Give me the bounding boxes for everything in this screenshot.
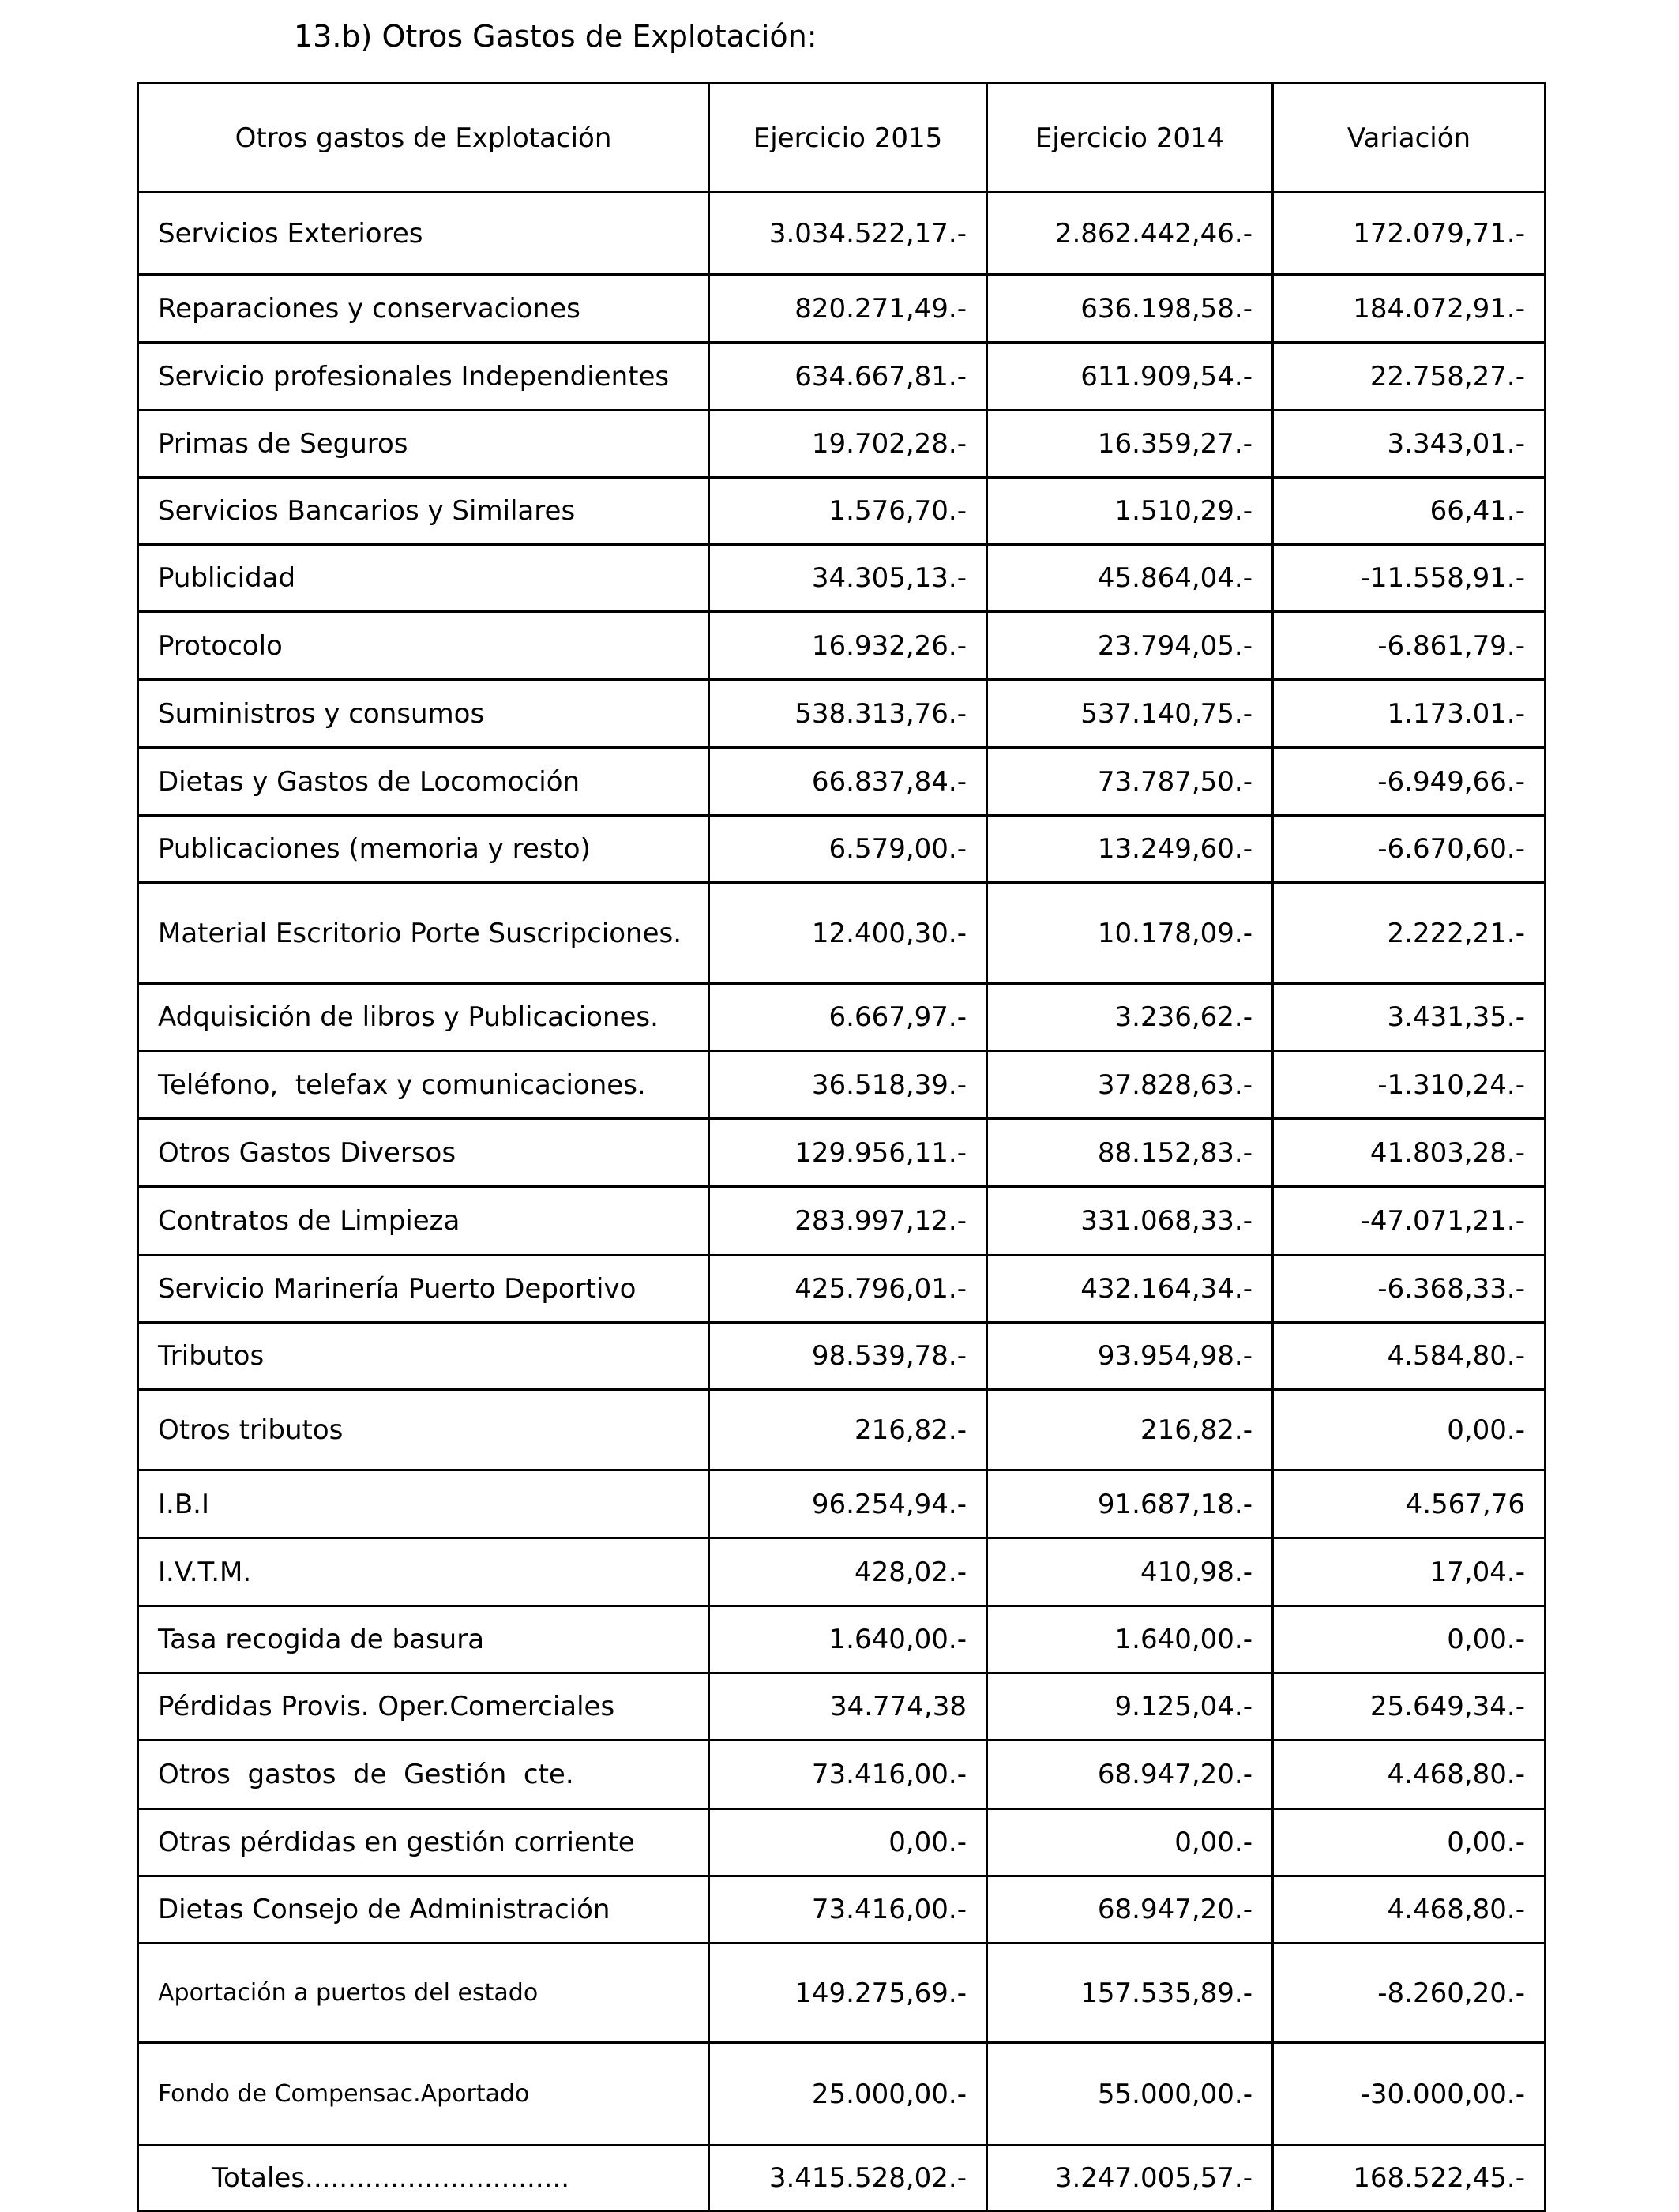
- table-header-row: [138, 84, 1546, 193]
- table-row: [138, 680, 1546, 748]
- row-value-2015: 96.254,94.-: [709, 1470, 987, 1538]
- row-concept: Otros Gastos Diversos: [138, 1119, 709, 1187]
- table-row: [138, 1606, 1546, 1673]
- table-row: [138, 1187, 1546, 1256]
- row-concept: Servicios Bancarios y Similares: [138, 478, 709, 545]
- total-variation: 168.522,45.-: [1273, 2146, 1546, 2211]
- row-variation: 3.343,01.-: [1273, 411, 1546, 478]
- row-value-2015: 0,00.-: [709, 1809, 987, 1876]
- row-value-2014: 37.828,63.-: [987, 1051, 1273, 1119]
- row-value-2015: 820.271,49.-: [709, 275, 987, 343]
- row-value-2015: 634.667,81.-: [709, 343, 987, 411]
- row-concept: Publicidad: [138, 545, 709, 612]
- row-variation: -47.071,21.-: [1273, 1187, 1546, 1256]
- row-concept: Protocolo: [138, 612, 709, 680]
- table-row: [138, 1119, 1546, 1187]
- row-value-2014: 1.510,29.-: [987, 478, 1273, 545]
- row-variation: -8.260,20.-: [1273, 1943, 1546, 2043]
- row-concept: Contratos de Limpieza: [138, 1187, 709, 1256]
- row-variation: 2.222,21.-: [1273, 883, 1546, 984]
- table-row: [138, 343, 1546, 411]
- table-row: [138, 612, 1546, 680]
- totals-row: [138, 2146, 1546, 2211]
- row-variation: 4.567,76: [1273, 1470, 1546, 1538]
- row-variation: -6.670,60.-: [1273, 816, 1546, 883]
- row-variation: -6.949,66.-: [1273, 748, 1546, 816]
- totals-label: Totales...............................: [138, 2146, 709, 2211]
- row-value-2015: 425.796,01.-: [709, 1256, 987, 1323]
- row-variation: -6.861,79.-: [1273, 612, 1546, 680]
- row-concept: Otras pérdidas en gestión corriente: [138, 1809, 709, 1876]
- table-row: [138, 1741, 1546, 1809]
- row-concept: Adquisición de libros y Publicaciones.: [138, 984, 709, 1051]
- row-concept: Fondo de Compensac.Aportado: [138, 2043, 709, 2146]
- row-value-2014: 537.140,75.-: [987, 680, 1273, 748]
- row-variation: 0,00.-: [1273, 1606, 1546, 1673]
- row-value-2014: 9.125,04.-: [987, 1673, 1273, 1741]
- row-concept: Aportación a puertos del estado: [138, 1943, 709, 2043]
- row-value-2015: 3.034.522,17.-: [709, 193, 987, 275]
- column-header-2014: Ejercicio 2014: [987, 84, 1273, 193]
- row-concept: Teléfono, telefax y comunicaciones.: [138, 1051, 709, 1119]
- row-value-2015: 16.932,26.-: [709, 612, 987, 680]
- row-value-2015: 34.305,13.-: [709, 545, 987, 612]
- column-header-variation: Variación: [1273, 84, 1546, 193]
- row-value-2015: 25.000,00.-: [709, 2043, 987, 2146]
- row-variation: -1.310,24.-: [1273, 1051, 1546, 1119]
- row-value-2014: 216,82.-: [987, 1390, 1273, 1470]
- table-row: [138, 275, 1546, 343]
- row-variation: 66,41.-: [1273, 478, 1546, 545]
- row-value-2014: 68.947,20.-: [987, 1876, 1273, 1943]
- row-value-2015: 34.774,38: [709, 1673, 987, 1741]
- row-concept: Publicaciones (memoria y resto): [138, 816, 709, 883]
- row-value-2015: 283.997,12.-: [709, 1187, 987, 1256]
- total-2014: 3.247.005,57.-: [987, 2146, 1273, 2211]
- row-concept: Otros tributos: [138, 1390, 709, 1470]
- row-value-2015: 1.640,00.-: [709, 1606, 987, 1673]
- section-heading: 13.b) Otros Gastos de Explotación:: [294, 19, 817, 54]
- row-variation: 0,00.-: [1273, 1390, 1546, 1470]
- row-value-2015: 1.576,70.-: [709, 478, 987, 545]
- table-row: [138, 1673, 1546, 1741]
- row-value-2015: 73.416,00.-: [709, 1876, 987, 1943]
- row-value-2015: 216,82.-: [709, 1390, 987, 1470]
- row-variation: 17,04.-: [1273, 1538, 1546, 1606]
- row-concept: Tributos: [138, 1323, 709, 1390]
- row-variation: 4.584,80.-: [1273, 1323, 1546, 1390]
- table-row: [138, 2043, 1546, 2146]
- row-value-2014: 10.178,09.-: [987, 883, 1273, 984]
- row-variation: 172.079,71.-: [1273, 193, 1546, 275]
- row-variation: 1.173.01.-: [1273, 680, 1546, 748]
- total-2015: 3.415.528,02.-: [709, 2146, 987, 2211]
- table-row: [138, 1470, 1546, 1538]
- table-row: [138, 411, 1546, 478]
- row-variation: 0,00.-: [1273, 1809, 1546, 1876]
- row-concept: Suministros y consumos: [138, 680, 709, 748]
- row-concept: Material Escritorio Porte Suscripciones.: [138, 883, 709, 984]
- row-value-2015: 73.416,00.-: [709, 1741, 987, 1809]
- row-value-2015: 129.956,11.-: [709, 1119, 987, 1187]
- row-variation: -30.000,00.-: [1273, 2043, 1546, 2146]
- row-value-2014: 0,00.-: [987, 1809, 1273, 1876]
- row-concept: Otros gastos de Gestión cte.: [138, 1741, 709, 1809]
- row-value-2014: 636.198,58.-: [987, 275, 1273, 343]
- row-concept: Pérdidas Provis. Oper.Comerciales: [138, 1673, 709, 1741]
- row-value-2014: 45.864,04.-: [987, 545, 1273, 612]
- row-value-2014: 68.947,20.-: [987, 1741, 1273, 1809]
- row-variation: 22.758,27.-: [1273, 343, 1546, 411]
- row-variation: 184.072,91.-: [1273, 275, 1546, 343]
- row-value-2014: 410,98.-: [987, 1538, 1273, 1606]
- table-row: [138, 1390, 1546, 1470]
- table-row: [138, 1943, 1546, 2043]
- row-variation: 25.649,34.-: [1273, 1673, 1546, 1741]
- row-value-2014: 55.000,00.-: [987, 2043, 1273, 2146]
- row-value-2014: 88.152,83.-: [987, 1119, 1273, 1187]
- table-row: [138, 748, 1546, 816]
- table-row: [138, 1256, 1546, 1323]
- row-value-2015: 149.275,69.-: [709, 1943, 987, 2043]
- row-variation: 4.468,80.-: [1273, 1741, 1546, 1809]
- row-value-2014: 23.794,05.-: [987, 612, 1273, 680]
- table-row: [138, 1538, 1546, 1606]
- table-row: [138, 1051, 1546, 1119]
- row-value-2014: 331.068,33.-: [987, 1187, 1273, 1256]
- row-value-2015: 428,02.-: [709, 1538, 987, 1606]
- table-row: [138, 478, 1546, 545]
- row-concept: I.V.T.M.: [138, 1538, 709, 1606]
- row-variation: 41.803,28.-: [1273, 1119, 1546, 1187]
- row-variation: -11.558,91.-: [1273, 545, 1546, 612]
- column-header-concept: Otros gastos de Explotación: [138, 84, 709, 193]
- row-value-2015: 6.667,97.-: [709, 984, 987, 1051]
- row-value-2015: 19.702,28.-: [709, 411, 987, 478]
- row-concept: Servicios Exteriores: [138, 193, 709, 275]
- table-row: [138, 1876, 1546, 1943]
- row-value-2015: 98.539,78.-: [709, 1323, 987, 1390]
- row-value-2014: 611.909,54.-: [987, 343, 1273, 411]
- row-value-2015: 66.837,84.-: [709, 748, 987, 816]
- row-concept: Dietas y Gastos de Locomoción: [138, 748, 709, 816]
- row-value-2015: 6.579,00.-: [709, 816, 987, 883]
- row-value-2014: 157.535,89.-: [987, 1943, 1273, 2043]
- row-concept: Servicio Marinería Puerto Deportivo: [138, 1256, 709, 1323]
- row-concept: Primas de Seguros: [138, 411, 709, 478]
- row-value-2015: 36.518,39.-: [709, 1051, 987, 1119]
- table-row: [138, 545, 1546, 612]
- row-value-2014: 1.640,00.-: [987, 1606, 1273, 1673]
- row-value-2014: 13.249,60.-: [987, 816, 1273, 883]
- row-value-2014: 16.359,27.-: [987, 411, 1273, 478]
- row-value-2014: 73.787,50.-: [987, 748, 1273, 816]
- row-variation: 4.468,80.-: [1273, 1876, 1546, 1943]
- table-row: [138, 883, 1546, 984]
- row-value-2014: 3.236,62.-: [987, 984, 1273, 1051]
- row-value-2015: 538.313,76.-: [709, 680, 987, 748]
- column-header-2015: Ejercicio 2015: [709, 84, 987, 193]
- row-value-2014: 93.954,98.-: [987, 1323, 1273, 1390]
- row-concept: Tasa recogida de basura: [138, 1606, 709, 1673]
- row-value-2015: 12.400,30.-: [709, 883, 987, 984]
- table-row: [138, 1323, 1546, 1390]
- table-row: [138, 193, 1546, 275]
- row-value-2014: 432.164,34.-: [987, 1256, 1273, 1323]
- row-value-2014: 91.687,18.-: [987, 1470, 1273, 1538]
- expenses-table: [137, 82, 1546, 2212]
- row-value-2014: 2.862.442,46.-: [987, 193, 1273, 275]
- row-concept: Reparaciones y conservaciones: [138, 275, 709, 343]
- table-row: [138, 984, 1546, 1051]
- row-concept: I.B.I: [138, 1470, 709, 1538]
- row-variation: -6.368,33.-: [1273, 1256, 1546, 1323]
- row-concept: Servicio profesionales Independientes: [138, 343, 709, 411]
- row-variation: 3.431,35.-: [1273, 984, 1546, 1051]
- table-row: [138, 816, 1546, 883]
- table-row: [138, 1809, 1546, 1876]
- row-concept: Dietas Consejo de Administración: [138, 1876, 709, 1943]
